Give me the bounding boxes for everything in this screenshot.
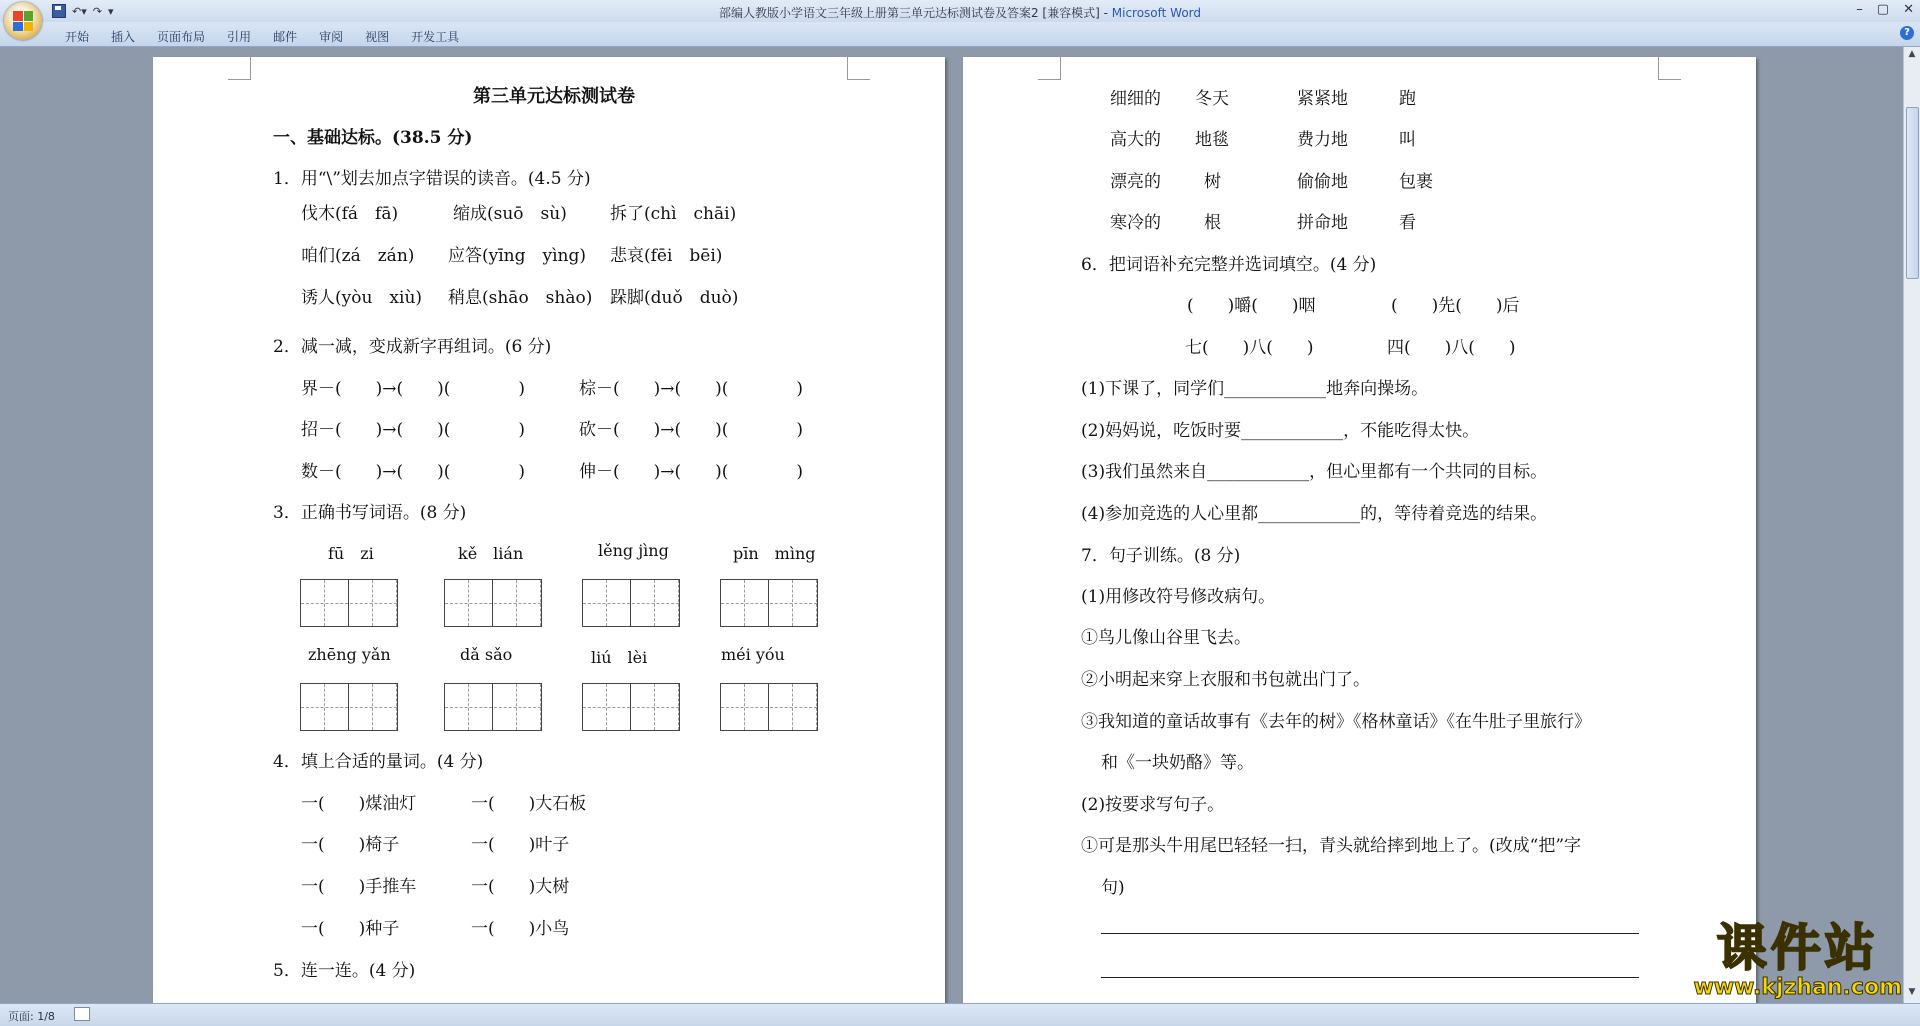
- q1-item: 稍息(shāo shào): [448, 288, 593, 308]
- q6-word: ( )嚼( )咽: [1187, 296, 1316, 316]
- page-counter[interactable]: 页面: 1/8: [8, 1010, 55, 1023]
- q7-item: 句): [1101, 878, 1125, 898]
- match-word: 包裹: [1399, 172, 1433, 192]
- q2-item: 界－( )→( )( ): [301, 379, 526, 399]
- pinyin-label: fū zi: [328, 544, 374, 563]
- question-6: 6．把词语补充完整并选词填空。(4 分): [1081, 255, 1377, 275]
- proofing-icon[interactable]: [74, 1007, 90, 1021]
- q2-item: 伸－( )→( )( ): [579, 462, 804, 482]
- scroll-down-icon[interactable]: ▼: [1908, 987, 1916, 997]
- maximize-button[interactable]: ▢: [1876, 2, 1890, 17]
- pinyin-label: dǎ sǎo: [460, 645, 513, 664]
- q7-item: ②小明起来穿上衣服和书包就出门了。: [1081, 670, 1370, 690]
- match-word: 细细的: [1110, 89, 1161, 109]
- office-button[interactable]: [4, 2, 42, 40]
- document-title: 部编人教版小学语文三年级上册第三单元达标测试卷及答案2 [兼容模式] -: [718, 6, 1112, 20]
- ribbon-tabs: [54, 26, 470, 47]
- question-3: 3．正确书写词语。(8 分): [273, 503, 467, 523]
- title-bar: [0, 0, 1920, 22]
- q6-sentence: (2)妈妈说，吃饭时要____________，不能吃得太快。: [1081, 421, 1480, 441]
- writing-grid[interactable]: [300, 579, 398, 627]
- answer-line[interactable]: [1101, 933, 1639, 934]
- tab-references[interactable]: 引用: [227, 30, 252, 44]
- q4-item: 一( )手推车: [301, 877, 417, 897]
- writing-grid[interactable]: [720, 683, 818, 731]
- question-2: 2．减一减，变成新字再组词。(6 分): [273, 337, 552, 357]
- q2-item: 棕－( )→( )( ): [579, 379, 804, 399]
- watermark: [1693, 920, 1902, 1000]
- q1-item: 缩成(suō sù): [453, 204, 567, 224]
- watermark-text: 课件站: [1716, 919, 1879, 977]
- match-word: 费力地: [1297, 130, 1348, 150]
- question-7: 7．句子训练。(8 分): [1081, 546, 1241, 566]
- match-word: 看: [1399, 213, 1416, 233]
- q6-sentence: (4)参加竞选的人心里都____________的，等待着竞选的结果。: [1081, 504, 1548, 524]
- writing-grid[interactable]: [720, 579, 818, 627]
- window-controls: [1856, 2, 1914, 17]
- q7-item: 和《一块奶酪》等。: [1101, 753, 1254, 773]
- answer-line[interactable]: [1101, 977, 1639, 978]
- scrollbar-thumb[interactable]: [1906, 107, 1919, 279]
- q4-item: 一( )大石板: [471, 794, 587, 814]
- q2-item: 数－( )→( )( ): [301, 462, 526, 482]
- q2-item: 招－( )→( )( ): [301, 420, 526, 440]
- q1-item: 拆了(chì chāi): [610, 204, 737, 224]
- q6-sentence: (1)下课了，同学们____________地奔向操场。: [1081, 379, 1429, 399]
- help-icon[interactable]: ?: [1900, 26, 1914, 40]
- q4-item: 一( )椅子: [301, 835, 400, 855]
- q1-item: 咱们(zá zán): [301, 246, 415, 266]
- pinyin-label: kě lián: [458, 544, 524, 563]
- q4-item: 一( )小鸟: [471, 919, 570, 939]
- q4-item: 一( )叶子: [471, 835, 570, 855]
- q6-sentence: (3)我们虽然来自____________，但心里都有一个共同的目标。: [1081, 462, 1548, 482]
- match-word: 拼命地: [1297, 213, 1348, 233]
- match-word: 树: [1204, 172, 1221, 192]
- undo-icon[interactable]: ↶▾: [72, 4, 87, 18]
- vertical-scrollbar[interactable]: [1903, 47, 1920, 1003]
- match-word: 跑: [1399, 89, 1416, 109]
- q6-word: 四( )八( ): [1387, 338, 1516, 358]
- match-word: 根: [1204, 213, 1221, 233]
- q2-item: 砍－( )→( )( ): [579, 420, 804, 440]
- tab-review[interactable]: 审阅: [319, 30, 344, 44]
- q7-item: ①可是那头牛用尾巴轻轻一扫，青头就给摔到地上了。(改成“把”字: [1081, 836, 1582, 856]
- question-1: 1．用“\”划去加点字错误的读音。(4.5 分): [273, 169, 591, 189]
- q4-item: 一( )大树: [471, 877, 570, 897]
- left-page-content: [153, 57, 945, 1003]
- q1-item: 应答(yīng yìng): [448, 246, 587, 266]
- q7-part: (1)用修改符号修改病句。: [1081, 587, 1276, 607]
- match-word: 冬天: [1195, 89, 1229, 109]
- match-word: 叫: [1399, 130, 1416, 150]
- pinyin-label: zhēng yǎn: [308, 645, 391, 664]
- writing-grid[interactable]: [444, 579, 542, 627]
- tab-insert[interactable]: 插入: [111, 30, 136, 44]
- section-heading: 一、基础达标。(38.5 分): [273, 128, 473, 148]
- writing-grid[interactable]: [300, 683, 398, 731]
- test-title: 第三单元达标测试卷: [473, 86, 635, 107]
- scroll-up-icon[interactable]: ▲: [1908, 49, 1916, 59]
- question-5: 5．连一连。(4 分): [273, 961, 416, 981]
- writing-grid[interactable]: [582, 683, 680, 731]
- tab-developer[interactable]: 开发工具: [411, 30, 460, 44]
- tab-home[interactable]: 开始: [65, 30, 90, 44]
- close-button[interactable]: ✕: [1903, 2, 1914, 17]
- pinyin-label: lěng jìng: [598, 541, 669, 560]
- redo-icon[interactable]: ↷: [92, 4, 102, 18]
- match-word: 偷偷地: [1297, 172, 1348, 192]
- match-word: 高大的: [1110, 130, 1161, 150]
- q1-item: 悲哀(fēi bēi): [610, 246, 723, 266]
- q1-item: 诱人(yòu xiù): [301, 288, 423, 308]
- match-word: 地毯: [1195, 130, 1229, 150]
- question-4: 4．填上合适的量词。(4 分): [273, 752, 484, 772]
- watermark-url: www.kjzhan.com: [1693, 975, 1902, 1000]
- q1-item: 跺脚(duǒ duò): [610, 288, 739, 308]
- q7-part: (2)按要求写句子。: [1081, 795, 1225, 815]
- writing-grid[interactable]: [582, 579, 680, 627]
- tab-view[interactable]: 视图: [365, 30, 390, 44]
- status-bar: [0, 1003, 1920, 1026]
- pinyin-label: méi yóu: [721, 645, 785, 664]
- match-word: 紧紧地: [1297, 89, 1348, 109]
- writing-grid[interactable]: [444, 683, 542, 731]
- right-page-content: [963, 57, 1756, 1003]
- q6-word: ( )先( )后: [1391, 296, 1520, 316]
- office-logo-icon: [13, 11, 33, 31]
- q1-item: 伐木(fá fā): [301, 204, 399, 224]
- q4-item: 一( )煤油灯: [301, 794, 417, 814]
- page-left[interactable]: [153, 57, 945, 1003]
- page-right[interactable]: [963, 57, 1756, 1003]
- q7-item: ①鸟儿像山谷里飞去。: [1081, 628, 1251, 648]
- q4-item: 一( )种子: [301, 919, 400, 939]
- document-workspace[interactable]: [0, 47, 1904, 1003]
- q7-item: ③我知道的童话故事有《去年的树》《格林童话》《在牛肚子里旅行》: [1081, 712, 1591, 732]
- match-word: 寒冷的: [1110, 213, 1161, 233]
- tab-mailings[interactable]: 邮件: [273, 30, 298, 44]
- tab-page-layout[interactable]: 页面布局: [157, 30, 206, 44]
- pinyin-label: liú lèi: [591, 648, 648, 667]
- customize-qat-icon[interactable]: ▾: [107, 4, 114, 18]
- pinyin-label: pīn mìng: [733, 544, 816, 563]
- match-word: 漂亮的: [1110, 172, 1161, 192]
- app-name: Microsoft Word: [1111, 6, 1202, 20]
- window-title: [0, 4, 1920, 21]
- minimize-button[interactable]: –: [1856, 2, 1863, 17]
- ribbon: [0, 22, 1920, 47]
- q6-word: 七( )八( ): [1185, 338, 1314, 358]
